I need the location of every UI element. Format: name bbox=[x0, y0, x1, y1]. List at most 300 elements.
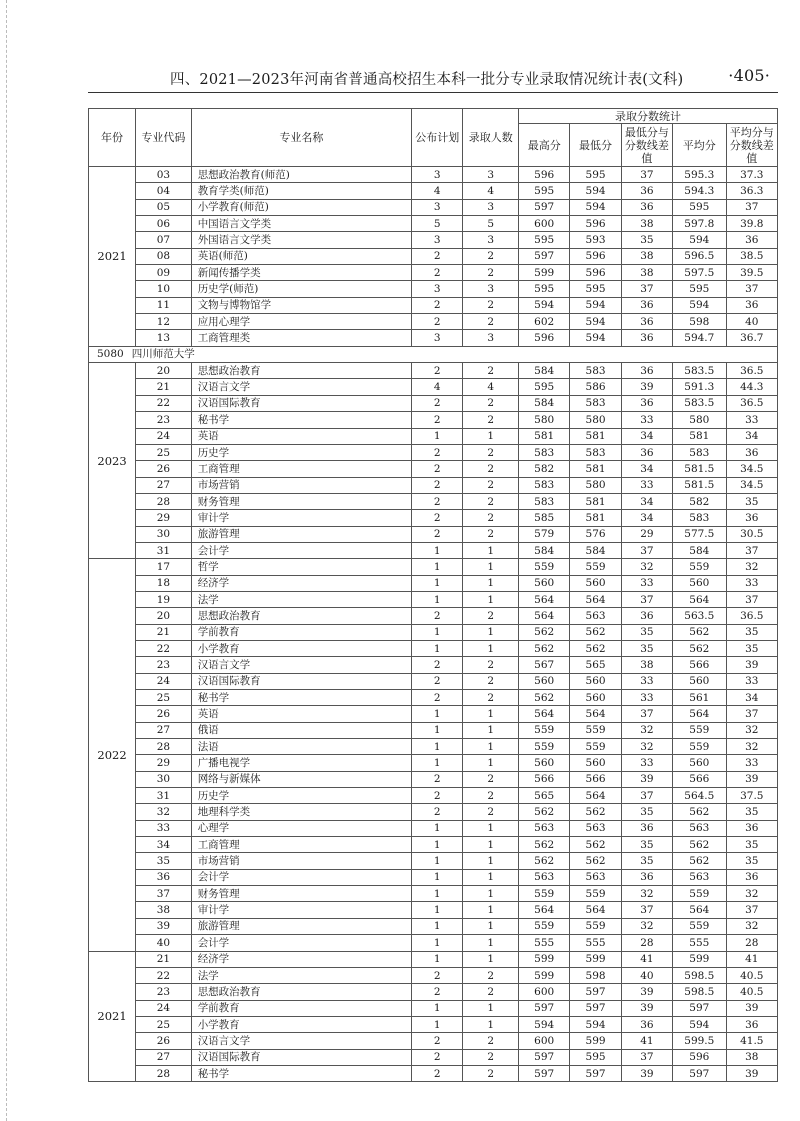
min-diff-cell: 37 bbox=[621, 1049, 672, 1065]
plan-cell: 2 bbox=[412, 444, 463, 460]
admitted-cell: 2 bbox=[463, 608, 519, 624]
min-cell: 559 bbox=[570, 739, 621, 755]
col-name: 专业名称 bbox=[191, 109, 411, 167]
max-cell: 597 bbox=[519, 248, 570, 264]
avg-diff-cell: 36 bbox=[726, 869, 777, 885]
avg-diff-cell: 37 bbox=[726, 706, 777, 722]
name-cell: 思想政治教育 bbox=[191, 363, 411, 379]
avg-diff-cell: 34 bbox=[726, 428, 777, 444]
binding-margin-line bbox=[6, 0, 7, 1121]
name-cell: 小学教育 bbox=[191, 1016, 411, 1032]
min-diff-cell: 33 bbox=[621, 575, 672, 591]
admitted-cell: 2 bbox=[463, 788, 519, 804]
avg-diff-cell: 34.5 bbox=[726, 461, 777, 477]
admitted-cell: 1 bbox=[463, 902, 519, 918]
plan-cell: 1 bbox=[412, 624, 463, 640]
code-cell: 18 bbox=[136, 575, 192, 591]
min-diff-cell: 34 bbox=[621, 510, 672, 526]
avg-cell: 599 bbox=[673, 951, 726, 967]
admitted-cell: 2 bbox=[463, 771, 519, 787]
avg-diff-cell: 36 bbox=[726, 510, 777, 526]
avg-diff-cell: 37.5 bbox=[726, 788, 777, 804]
year-cell: 2021 bbox=[89, 167, 136, 347]
min-cell: 580 bbox=[570, 477, 621, 493]
avg-cell: 566 bbox=[673, 657, 726, 673]
plan-cell: 2 bbox=[412, 297, 463, 313]
avg-cell: 580 bbox=[673, 412, 726, 428]
avg-cell: 581 bbox=[673, 428, 726, 444]
name-cell: 应用心理学 bbox=[191, 314, 411, 330]
admitted-cell: 1 bbox=[463, 820, 519, 836]
min-diff-cell: 36 bbox=[621, 314, 672, 330]
col-code: 专业代码 bbox=[136, 109, 192, 167]
avg-cell: 584 bbox=[673, 542, 726, 558]
avg-cell: 597 bbox=[673, 1065, 726, 1081]
avg-cell: 581.5 bbox=[673, 477, 726, 493]
name-cell: 市场营销 bbox=[191, 477, 411, 493]
plan-cell: 3 bbox=[412, 330, 463, 346]
max-cell: 597 bbox=[519, 1049, 570, 1065]
plan-cell: 2 bbox=[412, 690, 463, 706]
max-cell: 559 bbox=[519, 918, 570, 934]
min-cell: 594 bbox=[570, 330, 621, 346]
col-min-diff: 最低分与分数线差值 bbox=[621, 124, 672, 167]
page-number: ·405· bbox=[728, 66, 770, 85]
plan-cell: 1 bbox=[412, 886, 463, 902]
name-cell: 法语 bbox=[191, 739, 411, 755]
plan-cell: 2 bbox=[412, 248, 463, 264]
min-diff-cell: 32 bbox=[621, 918, 672, 934]
name-cell: 汉语国际教育 bbox=[191, 395, 411, 411]
admitted-cell: 2 bbox=[463, 493, 519, 509]
plan-cell: 1 bbox=[412, 820, 463, 836]
max-cell: 595 bbox=[519, 379, 570, 395]
name-cell: 经济学 bbox=[191, 575, 411, 591]
avg-cell: 559 bbox=[673, 739, 726, 755]
avg-diff-cell: 36.5 bbox=[726, 608, 777, 624]
table-row bbox=[89, 902, 778, 918]
max-cell: 596 bbox=[519, 167, 570, 183]
code-cell: 37 bbox=[136, 886, 192, 902]
name-cell: 市场营销 bbox=[191, 853, 411, 869]
min-cell: 584 bbox=[570, 542, 621, 558]
admitted-cell: 1 bbox=[463, 575, 519, 591]
table-row bbox=[89, 1033, 778, 1049]
name-cell: 英语 bbox=[191, 428, 411, 444]
code-cell: 25 bbox=[136, 1016, 192, 1032]
min-diff-cell: 37 bbox=[621, 902, 672, 918]
name-cell: 汉语国际教育 bbox=[191, 1049, 411, 1065]
max-cell: 563 bbox=[519, 820, 570, 836]
min-cell: 564 bbox=[570, 591, 621, 607]
max-cell: 567 bbox=[519, 657, 570, 673]
name-cell: 教育学类(师范) bbox=[191, 183, 411, 199]
max-cell: 564 bbox=[519, 591, 570, 607]
plan-cell: 1 bbox=[412, 706, 463, 722]
table-row bbox=[89, 281, 778, 297]
min-diff-cell: 35 bbox=[621, 837, 672, 853]
avg-cell: 597.5 bbox=[673, 265, 726, 281]
avg-cell: 562 bbox=[673, 853, 726, 869]
admitted-cell: 2 bbox=[463, 510, 519, 526]
avg-diff-cell: 33 bbox=[726, 673, 777, 689]
avg-diff-cell: 32 bbox=[726, 918, 777, 934]
max-cell: 597 bbox=[519, 1000, 570, 1016]
name-cell: 广播电视学 bbox=[191, 755, 411, 771]
name-cell: 审计学 bbox=[191, 902, 411, 918]
code-cell: 26 bbox=[136, 706, 192, 722]
min-diff-cell: 28 bbox=[621, 935, 672, 951]
table-row bbox=[89, 395, 778, 411]
code-cell: 27 bbox=[136, 1049, 192, 1065]
col-min: 最低分 bbox=[570, 124, 621, 167]
min-cell: 581 bbox=[570, 461, 621, 477]
avg-cell: 562 bbox=[673, 640, 726, 656]
min-diff-cell: 37 bbox=[621, 542, 672, 558]
avg-diff-cell: 33 bbox=[726, 412, 777, 428]
avg-diff-cell: 39 bbox=[726, 1000, 777, 1016]
col-avg: 平均分 bbox=[673, 124, 726, 167]
table-row bbox=[89, 771, 778, 787]
code-cell: 30 bbox=[136, 771, 192, 787]
avg-diff-cell: 36 bbox=[726, 1016, 777, 1032]
avg-diff-cell: 37 bbox=[726, 281, 777, 297]
code-cell: 22 bbox=[136, 395, 192, 411]
min-diff-cell: 36 bbox=[621, 444, 672, 460]
admitted-cell: 2 bbox=[463, 395, 519, 411]
min-diff-cell: 32 bbox=[621, 739, 672, 755]
avg-diff-cell: 36 bbox=[726, 820, 777, 836]
table-row bbox=[89, 297, 778, 313]
name-cell: 工商管理 bbox=[191, 837, 411, 853]
table-row bbox=[89, 640, 778, 656]
max-cell: 583 bbox=[519, 477, 570, 493]
max-cell: 595 bbox=[519, 232, 570, 248]
avg-cell: 577.5 bbox=[673, 526, 726, 542]
avg-cell: 566 bbox=[673, 771, 726, 787]
avg-cell: 596 bbox=[673, 1049, 726, 1065]
plan-cell: 1 bbox=[412, 591, 463, 607]
table-row bbox=[89, 755, 778, 771]
min-cell: 560 bbox=[570, 673, 621, 689]
min-cell: 594 bbox=[570, 199, 621, 215]
min-cell: 595 bbox=[570, 167, 621, 183]
max-cell: 562 bbox=[519, 837, 570, 853]
code-cell: 23 bbox=[136, 657, 192, 673]
avg-diff-cell: 35 bbox=[726, 493, 777, 509]
name-cell: 汉语言文学 bbox=[191, 657, 411, 673]
min-diff-cell: 38 bbox=[621, 265, 672, 281]
table-row bbox=[89, 1016, 778, 1032]
admitted-cell: 2 bbox=[463, 297, 519, 313]
admitted-cell: 1 bbox=[463, 918, 519, 934]
plan-cell: 2 bbox=[412, 804, 463, 820]
plan-cell: 2 bbox=[412, 984, 463, 1000]
min-cell: 559 bbox=[570, 918, 621, 934]
max-cell: 559 bbox=[519, 886, 570, 902]
min-cell: 563 bbox=[570, 869, 621, 885]
admitted-cell: 1 bbox=[463, 428, 519, 444]
avg-cell: 595.3 bbox=[673, 167, 726, 183]
code-cell: 26 bbox=[136, 461, 192, 477]
max-cell: 597 bbox=[519, 1065, 570, 1081]
name-cell: 汉语言文学 bbox=[191, 379, 411, 395]
min-diff-cell: 39 bbox=[621, 1000, 672, 1016]
avg-diff-cell: 37.3 bbox=[726, 167, 777, 183]
plan-cell: 1 bbox=[412, 837, 463, 853]
name-cell: 财务管理 bbox=[191, 493, 411, 509]
plan-cell: 2 bbox=[412, 1049, 463, 1065]
admitted-cell: 2 bbox=[463, 461, 519, 477]
admitted-cell: 2 bbox=[463, 526, 519, 542]
min-cell: 562 bbox=[570, 640, 621, 656]
avg-cell: 562 bbox=[673, 804, 726, 820]
table-row bbox=[89, 1049, 778, 1065]
name-cell: 秘书学 bbox=[191, 690, 411, 706]
col-plan: 公布计划 bbox=[412, 109, 463, 167]
min-cell: 596 bbox=[570, 216, 621, 232]
min-diff-cell: 35 bbox=[621, 853, 672, 869]
avg-diff-cell: 36.5 bbox=[726, 363, 777, 379]
table-row bbox=[89, 493, 778, 509]
code-cell: 34 bbox=[136, 837, 192, 853]
max-cell: 584 bbox=[519, 363, 570, 379]
page-title: 四、2021—2023年河南省普通高校招生本科一批分专业录取情况统计表(文科) bbox=[170, 72, 684, 88]
code-cell: 21 bbox=[136, 379, 192, 395]
plan-cell: 2 bbox=[412, 461, 463, 477]
max-cell: 562 bbox=[519, 690, 570, 706]
min-diff-cell: 36 bbox=[621, 395, 672, 411]
table-row bbox=[89, 477, 778, 493]
min-diff-cell: 32 bbox=[621, 886, 672, 902]
min-diff-cell: 32 bbox=[621, 722, 672, 738]
admitted-cell: 3 bbox=[463, 330, 519, 346]
min-cell: 566 bbox=[570, 771, 621, 787]
min-diff-cell: 41 bbox=[621, 951, 672, 967]
table-row bbox=[89, 412, 778, 428]
avg-cell: 594 bbox=[673, 232, 726, 248]
table-row bbox=[89, 510, 778, 526]
max-cell: 580 bbox=[519, 412, 570, 428]
plan-cell: 1 bbox=[412, 853, 463, 869]
name-cell: 汉语言文学 bbox=[191, 1033, 411, 1049]
min-diff-cell: 35 bbox=[621, 232, 672, 248]
max-cell: 555 bbox=[519, 935, 570, 951]
plan-cell: 5 bbox=[412, 216, 463, 232]
code-cell: 29 bbox=[136, 510, 192, 526]
avg-diff-cell: 41 bbox=[726, 951, 777, 967]
table-row bbox=[89, 183, 778, 199]
plan-cell: 2 bbox=[412, 526, 463, 542]
code-cell: 22 bbox=[136, 640, 192, 656]
plan-cell: 3 bbox=[412, 167, 463, 183]
max-cell: 582 bbox=[519, 461, 570, 477]
avg-diff-cell: 35 bbox=[726, 837, 777, 853]
avg-diff-cell: 32 bbox=[726, 739, 777, 755]
avg-cell: 591.3 bbox=[673, 379, 726, 395]
max-cell: 600 bbox=[519, 216, 570, 232]
admitted-cell: 1 bbox=[463, 951, 519, 967]
header-row-1 bbox=[89, 109, 778, 124]
avg-diff-cell: 37 bbox=[726, 902, 777, 918]
table-row bbox=[89, 820, 778, 836]
plan-cell: 2 bbox=[412, 363, 463, 379]
avg-cell: 582 bbox=[673, 493, 726, 509]
min-cell: 580 bbox=[570, 412, 621, 428]
name-cell: 俄语 bbox=[191, 722, 411, 738]
max-cell: 600 bbox=[519, 984, 570, 1000]
avg-diff-cell: 34 bbox=[726, 690, 777, 706]
code-cell: 28 bbox=[136, 1065, 192, 1081]
admitted-cell: 1 bbox=[463, 935, 519, 951]
name-cell: 外国语言文学类 bbox=[191, 232, 411, 248]
name-cell: 思想政治教育(师范) bbox=[191, 167, 411, 183]
code-cell: 25 bbox=[136, 444, 192, 460]
avg-diff-cell: 36.7 bbox=[726, 330, 777, 346]
table-row bbox=[89, 690, 778, 706]
name-cell: 法学 bbox=[191, 591, 411, 607]
min-diff-cell: 38 bbox=[621, 248, 672, 264]
col-max: 最高分 bbox=[519, 124, 570, 167]
name-cell: 中国语言文学类 bbox=[191, 216, 411, 232]
code-cell: 25 bbox=[136, 690, 192, 706]
min-diff-cell: 36 bbox=[621, 869, 672, 885]
min-diff-cell: 34 bbox=[621, 493, 672, 509]
max-cell: 597 bbox=[519, 199, 570, 215]
code-cell: 24 bbox=[136, 1000, 192, 1016]
table-row bbox=[89, 706, 778, 722]
avg-diff-cell: 39 bbox=[726, 1065, 777, 1081]
name-cell: 会计学 bbox=[191, 935, 411, 951]
avg-diff-cell: 33 bbox=[726, 755, 777, 771]
min-cell: 562 bbox=[570, 804, 621, 820]
max-cell: 562 bbox=[519, 853, 570, 869]
min-cell: 594 bbox=[570, 1016, 621, 1032]
avg-cell: 595 bbox=[673, 281, 726, 297]
name-cell: 工商管理 bbox=[191, 461, 411, 477]
table-row bbox=[89, 673, 778, 689]
name-cell: 经济学 bbox=[191, 951, 411, 967]
min-diff-cell: 33 bbox=[621, 412, 672, 428]
admitted-cell: 2 bbox=[463, 804, 519, 820]
admitted-cell: 1 bbox=[463, 755, 519, 771]
avg-diff-cell: 41.5 bbox=[726, 1033, 777, 1049]
plan-cell: 1 bbox=[412, 951, 463, 967]
admitted-cell: 5 bbox=[463, 216, 519, 232]
avg-diff-cell: 38.5 bbox=[726, 248, 777, 264]
admitted-cell: 1 bbox=[463, 722, 519, 738]
code-cell: 17 bbox=[136, 559, 192, 575]
code-cell: 13 bbox=[136, 330, 192, 346]
min-cell: 562 bbox=[570, 837, 621, 853]
name-cell: 思想政治教育 bbox=[191, 984, 411, 1000]
avg-diff-cell: 32 bbox=[726, 886, 777, 902]
col-year: 年份 bbox=[89, 109, 136, 167]
plan-cell: 2 bbox=[412, 771, 463, 787]
min-diff-cell: 36 bbox=[621, 330, 672, 346]
min-cell: 596 bbox=[570, 265, 621, 281]
min-cell: 598 bbox=[570, 967, 621, 983]
min-cell: 595 bbox=[570, 1049, 621, 1065]
avg-diff-cell: 34.5 bbox=[726, 477, 777, 493]
min-cell: 597 bbox=[570, 1000, 621, 1016]
min-cell: 581 bbox=[570, 493, 621, 509]
name-cell: 小学教育(师范) bbox=[191, 199, 411, 215]
min-diff-cell: 41 bbox=[621, 1033, 672, 1049]
plan-cell: 2 bbox=[412, 1065, 463, 1081]
year-cell: 2022 bbox=[89, 559, 136, 951]
plan-cell: 1 bbox=[412, 755, 463, 771]
table-row bbox=[89, 330, 778, 346]
code-cell: 21 bbox=[136, 951, 192, 967]
code-cell: 39 bbox=[136, 918, 192, 934]
name-cell: 旅游管理 bbox=[191, 526, 411, 542]
table-row bbox=[89, 526, 778, 542]
avg-cell: 597 bbox=[673, 1000, 726, 1016]
min-diff-cell: 35 bbox=[621, 624, 672, 640]
name-cell: 历史学 bbox=[191, 788, 411, 804]
min-cell: 595 bbox=[570, 281, 621, 297]
max-cell: 563 bbox=[519, 869, 570, 885]
table-row bbox=[89, 869, 778, 885]
max-cell: 562 bbox=[519, 804, 570, 820]
avg-diff-cell: 32 bbox=[726, 722, 777, 738]
min-cell: 562 bbox=[570, 853, 621, 869]
admitted-cell: 1 bbox=[463, 1000, 519, 1016]
university-row bbox=[89, 346, 778, 362]
avg-cell: 559 bbox=[673, 886, 726, 902]
max-cell: 564 bbox=[519, 902, 570, 918]
max-cell: 583 bbox=[519, 444, 570, 460]
avg-cell: 561 bbox=[673, 690, 726, 706]
max-cell: 585 bbox=[519, 510, 570, 526]
avg-diff-cell: 37 bbox=[726, 199, 777, 215]
table-row bbox=[89, 575, 778, 591]
max-cell: 599 bbox=[519, 265, 570, 281]
plan-cell: 1 bbox=[412, 575, 463, 591]
max-cell: 581 bbox=[519, 428, 570, 444]
min-cell: 596 bbox=[570, 248, 621, 264]
min-diff-cell: 37 bbox=[621, 706, 672, 722]
code-cell: 20 bbox=[136, 363, 192, 379]
max-cell: 562 bbox=[519, 640, 570, 656]
plan-cell: 3 bbox=[412, 199, 463, 215]
max-cell: 596 bbox=[519, 330, 570, 346]
avg-cell: 598 bbox=[673, 314, 726, 330]
min-cell: 599 bbox=[570, 1033, 621, 1049]
avg-cell: 563 bbox=[673, 869, 726, 885]
max-cell: 559 bbox=[519, 722, 570, 738]
plan-cell: 1 bbox=[412, 918, 463, 934]
admitted-cell: 3 bbox=[463, 281, 519, 297]
admitted-cell: 2 bbox=[463, 363, 519, 379]
name-cell: 新闻传播学类 bbox=[191, 265, 411, 281]
avg-cell: 583 bbox=[673, 510, 726, 526]
plan-cell: 1 bbox=[412, 1016, 463, 1032]
table-row bbox=[89, 1065, 778, 1081]
min-cell: 562 bbox=[570, 624, 621, 640]
max-cell: 579 bbox=[519, 526, 570, 542]
code-cell: 06 bbox=[136, 216, 192, 232]
max-cell: 584 bbox=[519, 395, 570, 411]
code-cell: 07 bbox=[136, 232, 192, 248]
university-cell bbox=[89, 346, 778, 362]
code-cell: 23 bbox=[136, 412, 192, 428]
avg-diff-cell: 39 bbox=[726, 657, 777, 673]
avg-cell: 562 bbox=[673, 624, 726, 640]
max-cell: 602 bbox=[519, 314, 570, 330]
avg-cell: 559 bbox=[673, 918, 726, 934]
